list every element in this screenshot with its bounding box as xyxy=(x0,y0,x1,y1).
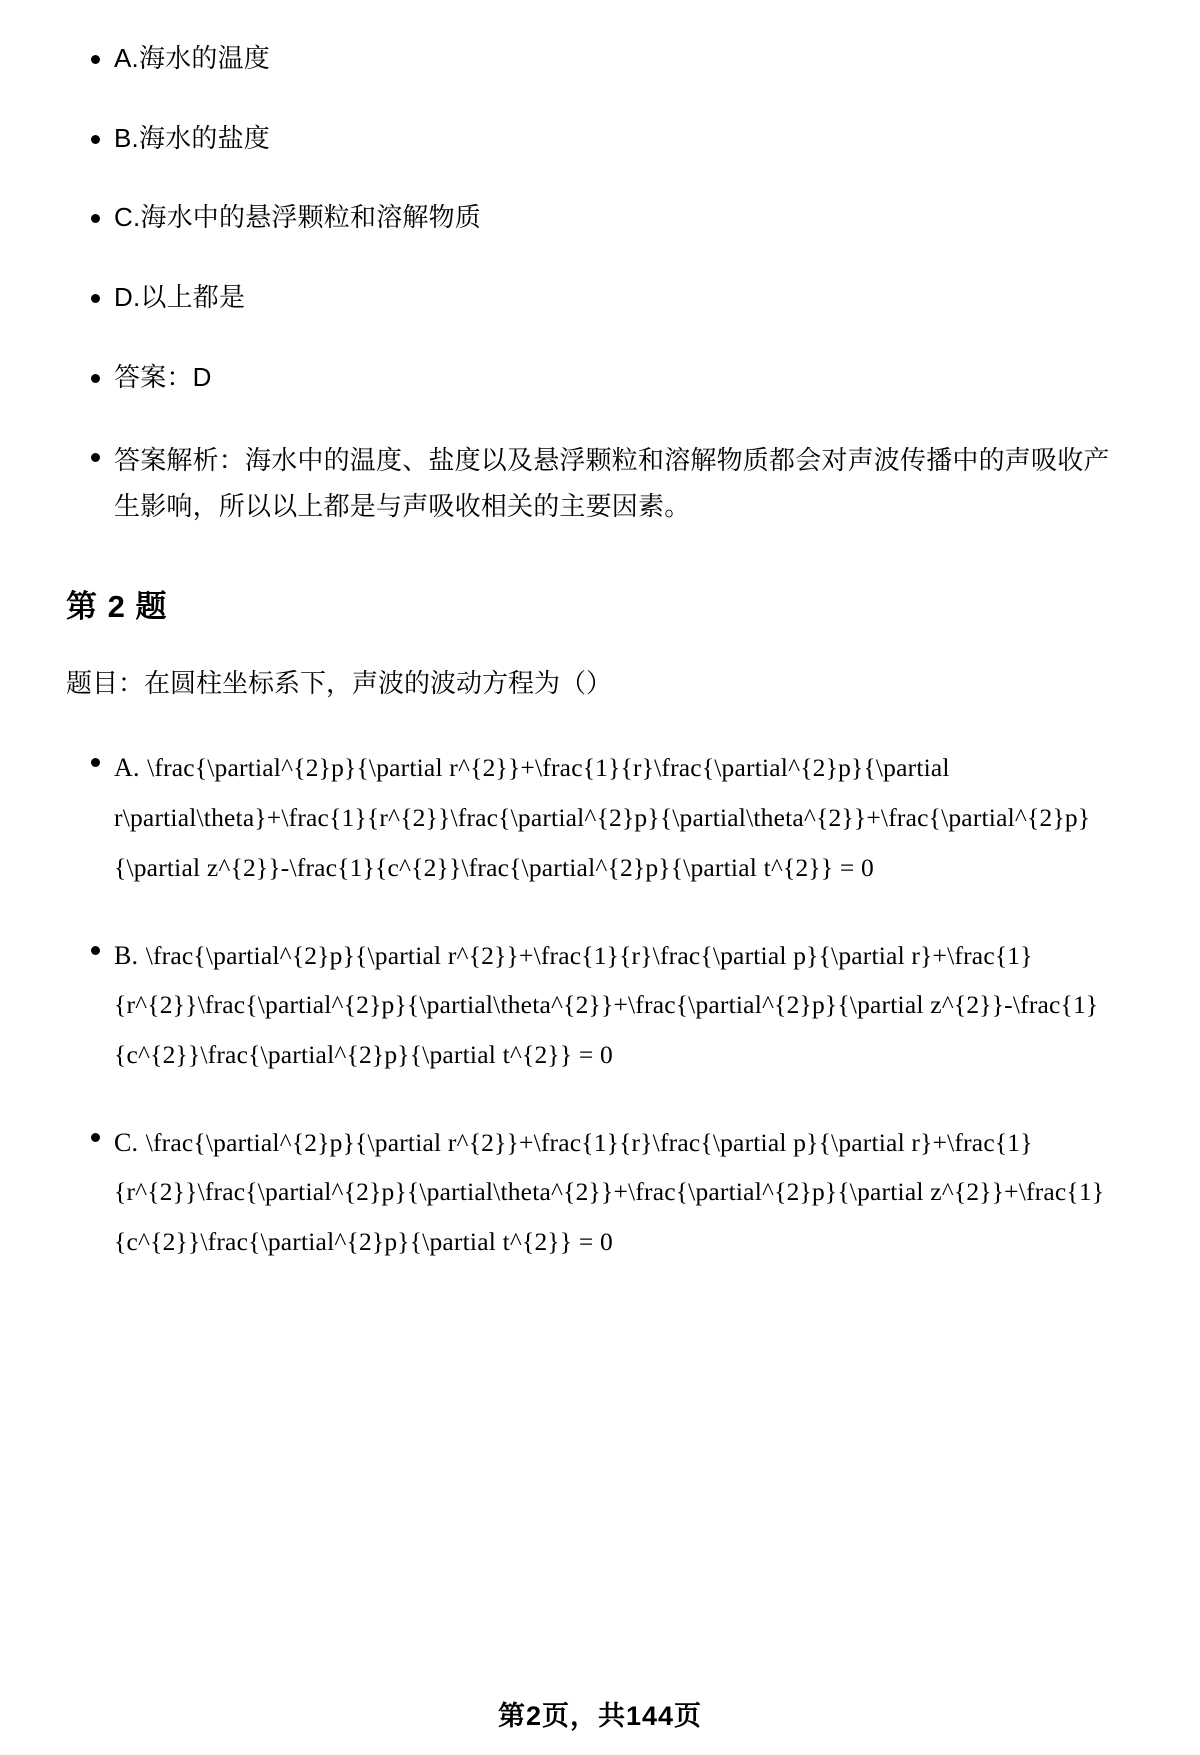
question2-option-a-formula: \frac{\partial^{2}p}{\partial r^{2}}+\frac{1}{r}\frac{\partial^{2}p}{\partial r\partial\theta}+\frac{1}{r^{2}}\frac{\partial^{2}p}{\partial\theta^{2}}+\frac{\partial^{2}p}{\partial z^{2}}-\frac{1}{c^{2}}\frac{\partial^{2}p}{\partial t^{2}} = 0 xyxy=(114,753,1091,882)
question2-stem: 题目：在圆柱坐标系下，声波的波动方程为（） xyxy=(66,668,613,699)
answer-explanation-text: 答案解析：海水中的温度、盐度以及悬浮颗粒和溶解物质都会对声波传播中的声吸收产生影响，所以以上都是与声吸收相关的主要因素。 xyxy=(114,445,1110,521)
option-a xyxy=(66,40,1122,78)
question2-option-c-formula: \frac{\partial^{2}p}{\partial r^{2}}+\frac{1}{r}\frac{\partial p}{\partial r}+\frac{1}{r^{2}}\frac{\partial^{2}p}{\partial\theta^{2}}+\frac{\partial^{2}p}{\partial z^{2}}+\frac{1}{c^{2}}\frac{\partial^{2}p}{\partial t^{2}} = 0 xyxy=(114,1127,1105,1257)
option-d xyxy=(66,279,1122,317)
question2-option-b-formula: \frac{\partial^{2}p}{\partial r^{2}}+\frac{1}{r}\frac{\partial p}{\partial r}+\frac{1}{r^{2}}\frac{\partial^{2}p}{\partial\theta^{2}}+\frac{\partial^{2}p}{\partial z^{2}}-\frac{1}{c^{2}}\frac{\partial^{2}p}{\partial t^{2}} = 0 xyxy=(114,940,1099,1070)
question2-options-list xyxy=(66,743,1122,1266)
question2-option-b-label: B. xyxy=(114,940,139,970)
page-footer: 第2页，共144页 xyxy=(497,1701,703,1731)
option-a-text: A.海水的温度 xyxy=(114,43,270,73)
option-b xyxy=(66,120,1122,158)
option-b-text: B.海水的盐度 xyxy=(114,122,270,153)
answer-text: 答案：D xyxy=(114,361,212,392)
question2-option-c-label: C. xyxy=(114,1127,139,1157)
question2-option-c xyxy=(66,1118,1122,1267)
answer-line xyxy=(66,359,1122,397)
question2-option-a-label: A. xyxy=(114,753,140,783)
option-d-text: D.以上都是 xyxy=(114,282,246,313)
question1-options-list xyxy=(66,40,1122,529)
option-c xyxy=(66,199,1122,237)
question2-heading: 第 2 题 xyxy=(66,589,168,625)
question2-option-b xyxy=(66,931,1122,1080)
answer-explanation xyxy=(66,438,1122,529)
question2-option-a xyxy=(66,743,1122,892)
option-c-text: C.海水中的悬浮颗粒和溶解物质 xyxy=(114,202,482,233)
